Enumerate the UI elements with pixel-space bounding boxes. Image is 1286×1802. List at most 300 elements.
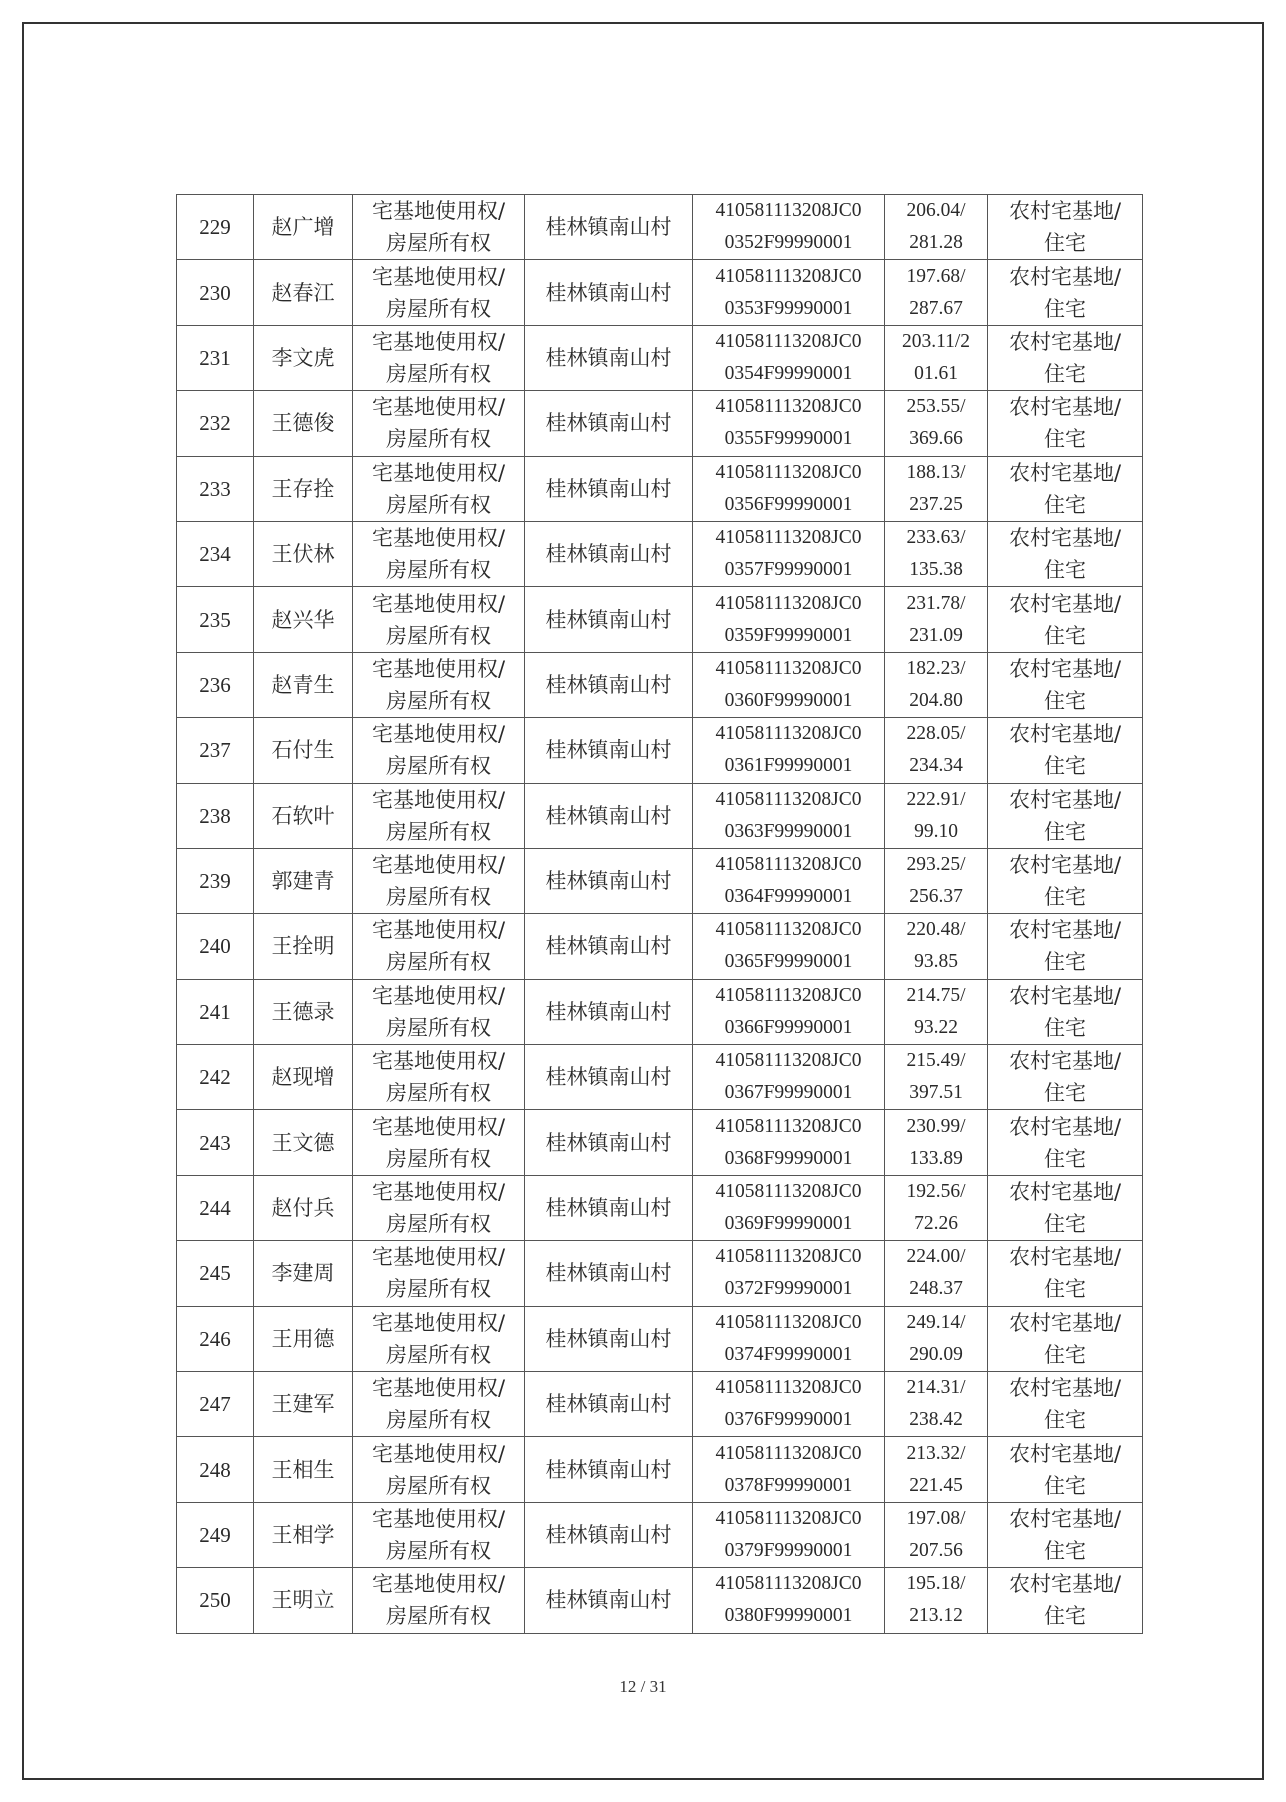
right-type-cell-line: 宅基地使用权/ [371,395,506,420]
unit-code-cell-line: 0380F99990001 [724,1605,853,1627]
land-use-cell-line: 农村宅基地/ [1008,1376,1122,1401]
area-cell-line: 133.89 [909,1147,963,1169]
right-type-cell-line: 宅基地使用权/ [371,1572,506,1597]
table-row [177,1306,1143,1371]
row-number-cell: 247 [177,1372,254,1437]
unit-code-cell-line: 0368F99990001 [724,1147,853,1169]
land-use-cell [988,1372,1143,1437]
location-cell: 桂林镇南山村 [525,1437,693,1502]
land-use-cell-line: 住宅 [1044,688,1086,713]
right-type-cell-line: 房屋所有权 [386,819,491,844]
owner-name-cell: 王存拴 [254,456,353,521]
land-use-cell-line: 农村宅基地/ [1008,1310,1122,1335]
right-type-cell-line: 房屋所有权 [386,1212,491,1237]
land-use-cell [988,587,1143,652]
area-cell-line: 233.63/ [906,527,966,549]
area-cell [885,914,988,979]
area-cell-line: 204.80 [909,689,963,711]
row-number-cell: 233 [177,456,254,521]
location-cell: 桂林镇南山村 [525,587,693,652]
unit-code-cell [693,521,885,586]
right-type-cell [353,652,525,717]
table-row [177,1175,1143,1240]
land-use-cell-line: 住宅 [1044,1604,1086,1629]
unit-code-cell-line: 410581113208JC0 [715,1573,862,1595]
right-type-cell-line: 房屋所有权 [386,558,491,583]
area-cell [885,456,988,521]
land-use-cell-line: 农村宅基地/ [1008,199,1122,224]
row-number-cell: 237 [177,718,254,783]
right-type-cell [353,783,525,848]
land-use-cell [988,1175,1143,1240]
unit-code-cell-line: 410581113208JC0 [715,723,862,745]
unit-code-cell-line: 410581113208JC0 [715,1050,862,1072]
right-type-cell-line: 宅基地使用权/ [371,656,506,681]
unit-code-cell-line: 0366F99990001 [724,1016,853,1038]
land-use-cell [988,456,1143,521]
right-type-cell [353,1241,525,1306]
land-use-cell [988,718,1143,783]
owner-name-cell: 赵付兵 [254,1175,353,1240]
land-use-cell [988,1045,1143,1110]
unit-code-cell-line: 0367F99990001 [724,1082,853,1104]
location-cell: 桂林镇南山村 [525,783,693,848]
area-cell-line: 182.23/ [906,657,966,679]
unit-code-cell [693,783,885,848]
row-number-cell: 240 [177,914,254,979]
area-cell [885,783,988,848]
unit-code-cell [693,1045,885,1110]
unit-code-cell-line: 0374F99990001 [724,1343,853,1365]
unit-code-cell-line: 410581113208JC0 [715,527,862,549]
area-cell-line: 231.09 [909,624,963,646]
land-use-cell-line: 农村宅基地/ [1008,787,1122,812]
location-cell: 桂林镇南山村 [525,325,693,390]
right-type-cell [353,521,525,586]
right-type-cell-line: 房屋所有权 [386,1539,491,1563]
area-cell [885,1372,988,1437]
area-cell [885,1306,988,1371]
location-cell: 桂林镇南山村 [525,1045,693,1110]
unit-code-cell [693,914,885,979]
area-cell-line: 214.31/ [906,1377,966,1399]
right-type-cell-line: 房屋所有权 [386,1473,491,1498]
right-type-cell-line: 房屋所有权 [386,296,491,321]
area-cell-line: 287.67 [909,297,963,319]
unit-code-cell-line: 0365F99990001 [724,951,853,973]
right-type-cell-line: 宅基地使用权/ [371,1441,506,1466]
right-type-cell-line: 宅基地使用权/ [371,1114,506,1139]
area-cell [885,979,988,1044]
row-number-cell: 246 [177,1306,254,1371]
land-use-cell-line: 农村宅基地/ [1008,460,1122,485]
owner-name-cell: 王建军 [254,1372,353,1437]
land-use-cell-line: 农村宅基地/ [1008,1180,1122,1205]
area-cell-line: 01.61 [914,362,958,384]
location-cell: 桂林镇南山村 [525,848,693,913]
area-cell [885,1175,988,1240]
area-cell-line: 93.85 [914,951,958,973]
location-cell: 桂林镇南山村 [525,1306,693,1371]
right-type-cell-line: 宅基地使用权/ [371,722,506,747]
unit-code-cell [693,456,885,521]
right-type-cell-line: 房屋所有权 [386,1277,491,1302]
owner-name-cell: 赵青生 [254,652,353,717]
land-use-cell-line: 农村宅基地/ [1008,1049,1122,1074]
right-type-cell [353,1372,525,1437]
right-type-cell-line: 房屋所有权 [386,688,491,713]
area-cell-line: 248.37 [909,1278,963,1300]
right-type-cell [353,1110,525,1175]
area-cell-line: 192.56/ [906,1181,966,1203]
area-cell-line: 221.45 [909,1474,963,1496]
owner-name-cell: 王德录 [254,979,353,1044]
area-cell-line: 72.26 [914,1213,958,1235]
right-type-cell [353,979,525,1044]
area-cell-line: 188.13/ [906,461,966,483]
table-row [177,652,1143,717]
land-use-cell-line: 住宅 [1044,1408,1086,1433]
land-use-cell [988,195,1143,260]
owner-name-cell: 赵兴华 [254,587,353,652]
location-cell: 桂林镇南山村 [525,456,693,521]
unit-code-cell [693,325,885,390]
location-cell: 桂林镇南山村 [525,652,693,717]
table-row [177,1241,1143,1306]
right-type-cell [353,1175,525,1240]
unit-code-cell-line: 410581113208JC0 [715,396,862,418]
unit-code-cell [693,1568,885,1633]
unit-code-cell [693,195,885,260]
table-row [177,521,1143,586]
unit-code-cell-line: 410581113208JC0 [715,1181,862,1203]
area-cell-line: 197.08/ [906,1508,966,1529]
right-type-cell-line: 宅基地使用权/ [371,787,506,812]
area-cell-line: 214.75/ [906,984,966,1006]
unit-code-cell-line: 410581113208JC0 [715,657,862,679]
area-cell-line: 222.91/ [906,788,966,810]
right-type-cell-line: 房屋所有权 [386,1081,491,1106]
owner-name-cell: 赵现增 [254,1045,353,1110]
unit-code-cell [693,652,885,717]
row-number-cell: 236 [177,652,254,717]
row-number-cell: 238 [177,783,254,848]
table-row [177,1110,1143,1175]
owner-name-cell: 石付生 [254,718,353,783]
right-type-cell-line: 宅基地使用权/ [371,460,506,485]
area-cell-line: 397.51 [909,1082,963,1104]
unit-code-cell-line: 410581113208JC0 [715,919,862,941]
area-cell-line: 206.04/ [906,200,966,222]
location-cell: 桂林镇南山村 [525,1110,693,1175]
table-body [177,195,1143,1634]
area-cell-line: 369.66 [909,428,963,450]
unit-code-cell-line: 0363F99990001 [724,820,853,842]
row-number-cell: 244 [177,1175,254,1240]
location-cell: 桂林镇南山村 [525,1241,693,1306]
unit-code-cell-line: 0378F99990001 [724,1474,853,1496]
land-use-cell [988,1437,1143,1502]
land-use-cell-line: 住宅 [1044,558,1086,583]
land-use-cell-line: 住宅 [1044,296,1086,321]
owner-name-cell: 石软叶 [254,783,353,848]
area-cell-line: 215.49/ [906,1050,966,1072]
unit-code-cell-line: 410581113208JC0 [715,1115,862,1137]
land-use-cell-line: 住宅 [1044,361,1086,386]
area-cell [885,1568,988,1633]
right-type-cell-line: 宅基地使用权/ [371,918,506,943]
land-use-cell-line: 住宅 [1044,1015,1086,1040]
unit-code-cell-line: 410581113208JC0 [715,330,862,352]
right-type-cell-line: 宅基地使用权/ [371,1180,506,1205]
land-use-cell [988,1502,1143,1567]
area-cell [885,260,988,325]
owner-name-cell: 王拴明 [254,914,353,979]
right-type-cell-line: 房屋所有权 [386,885,491,910]
location-cell: 桂林镇南山村 [525,521,693,586]
row-number-cell: 241 [177,979,254,1044]
right-type-cell-line: 宅基地使用权/ [371,1507,506,1531]
owner-name-cell: 王用德 [254,1306,353,1371]
land-use-cell-line: 住宅 [1044,1342,1086,1367]
area-cell [885,1045,988,1110]
table-row [177,848,1143,913]
land-use-cell [988,1241,1143,1306]
unit-code-cell-line: 0355F99990001 [724,428,853,450]
right-type-cell [353,456,525,521]
area-cell [885,1502,988,1567]
right-type-cell-line: 房屋所有权 [386,427,491,452]
area-cell-line: 220.48/ [906,919,966,941]
land-use-cell-line: 住宅 [1044,1212,1086,1237]
location-cell: 桂林镇南山村 [525,1568,693,1633]
owner-name-cell: 王相生 [254,1437,353,1502]
table-row [177,1568,1143,1633]
row-number-cell: 230 [177,260,254,325]
area-cell [885,587,988,652]
unit-code-cell-line: 410581113208JC0 [715,1246,862,1268]
right-type-cell [353,1437,525,1502]
property-register-table [176,194,1143,1634]
land-use-cell-line: 住宅 [1044,1081,1086,1106]
unit-code-cell-line: 410581113208JC0 [715,984,862,1006]
land-use-cell-line: 住宅 [1044,1277,1086,1302]
right-type-cell [353,914,525,979]
table-row [177,391,1143,456]
land-use-cell-line: 住宅 [1044,1146,1086,1171]
unit-code-cell-line: 410581113208JC0 [715,1311,862,1333]
land-use-cell-line: 住宅 [1044,1539,1086,1563]
owner-name-cell: 赵春江 [254,260,353,325]
location-cell: 桂林镇南山村 [525,195,693,260]
table-row [177,1437,1143,1502]
row-number-cell: 232 [177,391,254,456]
unit-code-cell [693,260,885,325]
area-cell-line: 213.32/ [906,1442,966,1464]
land-use-cell-line: 农村宅基地/ [1008,983,1122,1008]
land-use-cell-line: 农村宅基地/ [1008,722,1122,747]
land-use-cell [988,914,1143,979]
row-number-cell: 239 [177,848,254,913]
land-use-cell [988,260,1143,325]
table-row [177,456,1143,521]
unit-code-cell [693,718,885,783]
right-type-cell-line: 宅基地使用权/ [371,1376,506,1401]
unit-code-cell-line: 0360F99990001 [724,689,853,711]
land-use-cell-line: 农村宅基地/ [1008,526,1122,551]
area-cell-line: 197.68/ [906,265,966,287]
land-use-cell-line: 住宅 [1044,231,1086,256]
right-type-cell-line: 房屋所有权 [386,950,491,975]
area-cell [885,1241,988,1306]
unit-code-cell [693,587,885,652]
right-type-cell-line: 宅基地使用权/ [371,591,506,616]
land-use-cell-line: 住宅 [1044,950,1086,975]
unit-code-cell-line: 0356F99990001 [724,493,853,515]
area-cell-line: 281.28 [909,232,963,254]
land-use-cell-line: 农村宅基地/ [1008,1114,1122,1139]
area-cell-line: 135.38 [909,559,963,581]
owner-name-cell: 王明立 [254,1568,353,1633]
table-row [177,783,1143,848]
area-cell [885,195,988,260]
row-number-cell: 249 [177,1502,254,1567]
land-use-cell-line: 住宅 [1044,492,1086,517]
area-cell-line: 228.05/ [906,723,966,745]
land-use-cell [988,521,1143,586]
land-use-cell-line: 农村宅基地/ [1008,1441,1122,1466]
unit-code-cell-line: 0353F99990001 [724,297,853,319]
table-row [177,1045,1143,1110]
unit-code-cell [693,391,885,456]
unit-code-cell [693,1502,885,1567]
row-number-cell: 245 [177,1241,254,1306]
unit-code-cell [693,979,885,1044]
row-number-cell: 250 [177,1568,254,1633]
land-use-cell-line: 农村宅基地/ [1008,918,1122,943]
area-cell-line: 249.14/ [906,1311,966,1333]
unit-code-cell-line: 0359F99990001 [724,624,853,646]
unit-code-cell-line: 0357F99990001 [724,559,853,581]
land-use-cell-line: 农村宅基地/ [1008,1245,1122,1270]
right-type-cell [353,1568,525,1633]
area-cell [885,718,988,783]
land-use-cell-line: 农村宅基地/ [1008,1572,1122,1597]
area-cell [885,521,988,586]
table-row [177,325,1143,390]
land-use-cell-line: 农村宅基地/ [1008,329,1122,354]
land-use-cell-line: 住宅 [1044,427,1086,452]
land-use-cell-line: 农村宅基地/ [1008,591,1122,616]
unit-code-cell-line: 410581113208JC0 [715,1442,862,1464]
unit-code-cell [693,1437,885,1502]
location-cell: 桂林镇南山村 [525,260,693,325]
area-cell-line: 224.00/ [906,1246,966,1268]
table-row [177,260,1143,325]
area-cell [885,325,988,390]
row-number-cell: 235 [177,587,254,652]
row-number-cell: 248 [177,1437,254,1502]
table-row [177,1502,1143,1567]
right-type-cell [353,1306,525,1371]
area-cell-line: 238.42 [909,1409,963,1431]
unit-code-cell-line: 410581113208JC0 [715,1508,862,1529]
land-use-cell-line: 农村宅基地/ [1008,264,1122,289]
location-cell: 桂林镇南山村 [525,718,693,783]
land-use-cell [988,391,1143,456]
area-cell [885,652,988,717]
land-use-cell [988,1306,1143,1371]
area-cell-line: 231.78/ [906,592,966,614]
unit-code-cell-line: 0372F99990001 [724,1278,853,1300]
land-use-cell [988,1110,1143,1175]
area-cell-line: 207.56 [909,1540,963,1561]
right-type-cell-line: 房屋所有权 [386,361,491,386]
land-use-cell-line: 农村宅基地/ [1008,656,1122,681]
land-use-cell-line: 住宅 [1044,623,1086,648]
location-cell: 桂林镇南山村 [525,391,693,456]
land-use-cell [988,848,1143,913]
area-cell-line: 93.22 [914,1016,958,1038]
land-use-cell [988,1568,1143,1633]
right-type-cell-line: 房屋所有权 [386,1015,491,1040]
land-use-cell-line: 住宅 [1044,754,1086,779]
unit-code-cell-line: 0361F99990001 [724,755,853,777]
row-number-cell: 229 [177,195,254,260]
right-type-cell-line: 宅基地使用权/ [371,329,506,354]
unit-code-cell [693,1175,885,1240]
owner-name-cell: 王伏林 [254,521,353,586]
owner-name-cell: 李文虎 [254,325,353,390]
right-type-cell-line: 宅基地使用权/ [371,983,506,1008]
right-type-cell-line: 宅基地使用权/ [371,264,506,289]
area-cell-line: 237.25 [909,493,963,515]
owner-name-cell: 王德俊 [254,391,353,456]
land-use-cell-line: 住宅 [1044,819,1086,844]
land-use-cell [988,325,1143,390]
right-type-cell-line: 宅基地使用权/ [371,1310,506,1335]
land-use-cell-line: 住宅 [1044,1473,1086,1498]
unit-code-cell-line: 0354F99990001 [724,362,853,384]
right-type-cell-line: 宅基地使用权/ [371,199,506,224]
unit-code-cell [693,848,885,913]
area-cell-line: 230.99/ [906,1115,966,1137]
right-type-cell-line: 房屋所有权 [386,1342,491,1367]
unit-code-cell-line: 410581113208JC0 [715,461,862,483]
table-row [177,587,1143,652]
right-type-cell [353,260,525,325]
location-cell: 桂林镇南山村 [525,1372,693,1437]
location-cell: 桂林镇南山村 [525,914,693,979]
row-number-cell: 231 [177,325,254,390]
unit-code-cell-line: 0352F99990001 [724,232,853,254]
area-cell [885,1110,988,1175]
unit-code-cell-line: 410581113208JC0 [715,592,862,614]
row-number-cell: 234 [177,521,254,586]
page-number: 12 / 31 [619,1677,667,1696]
right-type-cell-line: 房屋所有权 [386,492,491,517]
unit-code-cell-line: 0364F99990001 [724,886,853,908]
right-type-cell [353,391,525,456]
land-use-cell [988,652,1143,717]
location-cell: 桂林镇南山村 [525,979,693,1044]
right-type-cell [353,848,525,913]
right-type-cell [353,1045,525,1110]
unit-code-cell-line: 410581113208JC0 [715,788,862,810]
right-type-cell-line: 宅基地使用权/ [371,526,506,551]
location-cell: 桂林镇南山村 [525,1502,693,1567]
unit-code-cell [693,1372,885,1437]
